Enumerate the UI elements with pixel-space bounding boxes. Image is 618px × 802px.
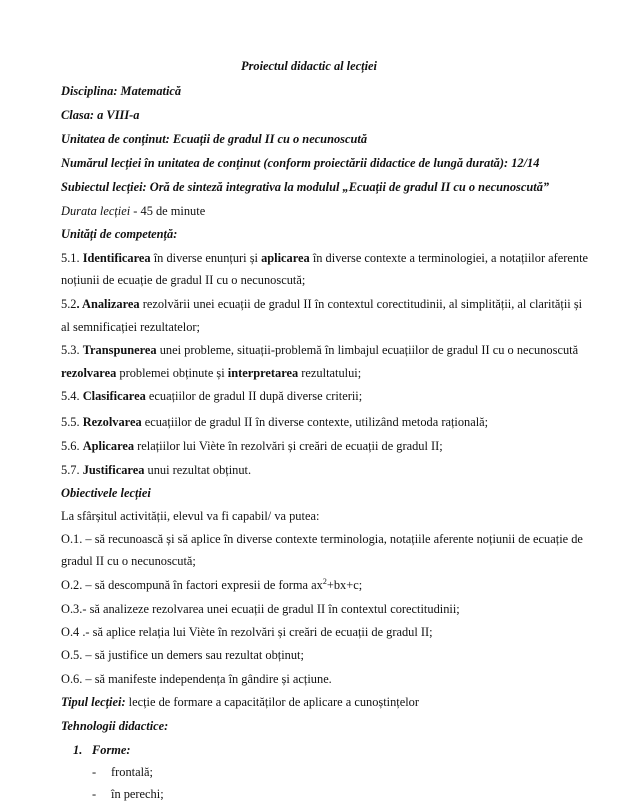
competenta-5-3: 5.3. Transpunerea unei probleme, situații-problemă în limbajul ecuațiilor de gradul II cu o necunoscută	[61, 343, 579, 357]
competenta-5-5: 5.5. Rezolvarea ecuațiilor de gradul II în diverse contexte, utilizând metoda rațională;	[61, 415, 489, 429]
tipul-label: Tipul lecției:	[61, 695, 126, 709]
obiectiv-o6: O.6. – să manifeste independența în gândire și acțiune.	[61, 672, 332, 686]
competenta-5-2: 5.2. Analizarea rezolvării unei ecuații de gradul II în contextul corectitudinii, al simplității, al clarității și	[61, 297, 583, 311]
forme-heading: Forme:	[92, 743, 131, 757]
obiectiv-o1-cont: gradul II cu o necunoscută;	[61, 554, 196, 568]
obiectiv-o4: O.4 .- să aplice relația lui Viète în rezolvări și creări de ecuații de gradul II;	[61, 625, 433, 639]
competenta-5-6: 5.6. Aplicarea relațiilor lui Viète în rezolvări și creări de ecuații de gradul II;	[61, 439, 443, 453]
competenta-5-4: 5.4. Clasificarea ecuațiilor de gradul II după diverse criterii;	[61, 389, 363, 403]
competenta-5-1-cont: noțiunii de ecuație de gradul II cu o necunoscută;	[61, 273, 306, 287]
obiectiv-o5: O.5. – să justifice un demers sau rezultat obținut;	[61, 648, 304, 662]
tipul-value: lecție de formare a capacităților de aplicare a cunoștințelor	[125, 695, 420, 709]
durata-line	[61, 203, 205, 219]
disciplina-line: Disciplina: Matematică	[61, 84, 182, 98]
list-dash: -	[92, 787, 97, 801]
forme-item: frontală;	[111, 765, 153, 779]
obiective-intro: La sfârșitul activității, elevul va fi capabil/ va putea:	[61, 509, 320, 523]
forme-number: 1.	[73, 743, 83, 757]
competenta-5-3-cont: rezolvarea problemei obținute și interpretarea rezultatului;	[61, 366, 362, 380]
obiectiv-o2: O.2. – să descompună în factori expresii de forma $ax^2+bx+c$;	[61, 576, 363, 592]
obiective-heading: Obiectivele lecției	[61, 486, 151, 500]
unitatea-line: Unitatea de conținut: Ecuații de gradul II cu o necunoscută	[61, 132, 368, 146]
tipul-line	[61, 694, 419, 710]
competente-heading: Unități de competență:	[61, 227, 178, 241]
forme-item: în perechi;	[111, 787, 164, 801]
obiectiv-o3: O.3.- să analizeze rezolvarea unei ecuații de gradul II în contextul corectitudinii;	[61, 602, 460, 616]
competenta-5-2-cont: al semnificației rezultatelor;	[61, 320, 200, 334]
clasa-line: Clasa: a VIII-a	[61, 108, 140, 122]
list-dash: -	[92, 765, 97, 779]
document-title: Proiectul didactic al lecției	[241, 59, 377, 73]
tehnologii-heading: Tehnologii didactice:	[61, 719, 169, 733]
obiectiv-o1: O.1. – să recunoască și să aplice în diverse contexte terminologia, notațiile aferente noțiunii de ecuație de	[61, 532, 583, 546]
durata-value: - 45 de minute	[130, 204, 206, 218]
numarul-line: Numărul lecției în unitatea de conținut (conform proiectării didactice de lungă durată): 12/14	[61, 156, 540, 170]
subiectul-line: Subiectul lecției: Oră de sinteză integrativa la modulul „Ecuații de gradul II cu o necunoscută”	[61, 180, 550, 194]
competenta-5-1: 5.1. Identificarea în diverse enunțuri și aplicarea în diverse contexte a terminologiei, a notațiilor aferente	[61, 251, 589, 265]
competenta-5-7: 5.7. Justificarea unui rezultat obținut.	[61, 463, 252, 477]
durata-label: Durata lecției	[61, 204, 131, 218]
